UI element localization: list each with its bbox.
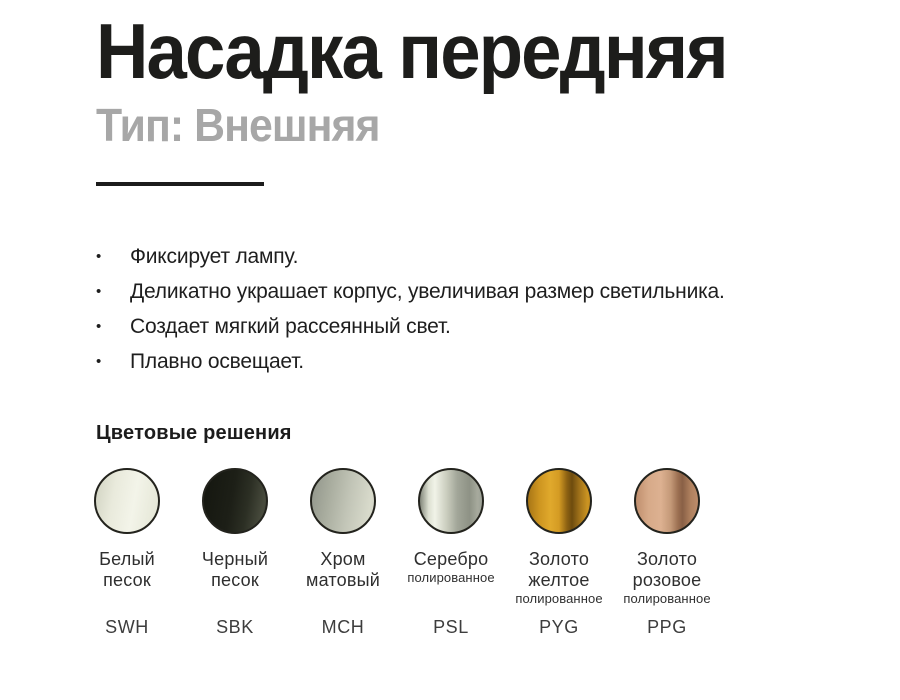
page-subtitle: Тип: Внешняя [96,99,380,152]
feature-item [96,281,860,302]
swatch-code-pyg: PYG [539,617,579,638]
swatch-circle-pyg [526,468,592,534]
swatch-sublabel: полированное [407,570,495,586]
swatch-circle-sbk [202,468,268,534]
swatch-code-swh: SWH [105,617,149,638]
bullet-icon: • [96,248,102,266]
swatch-label: Белый песок [99,549,155,591]
feature-list [96,246,860,372]
swatch-label: Черный песок [201,549,269,591]
swatch-column-pyg [505,468,613,637]
swatch-label: Хром матовый [306,549,380,591]
feature-item [96,316,860,337]
swatch-column-swh [73,468,181,637]
swatch-circle-swh [94,468,160,534]
swatch-column-mch [289,468,397,637]
bullet-icon: • [96,353,102,371]
page-title: Насадка передняя [96,7,727,95]
colors-section-heading: Цветовые решения [96,422,292,445]
bullet-icon: • [96,283,102,301]
feature-item [96,351,860,372]
swatch-code-psl: PSL [433,617,469,638]
swatch-code-ppg: PPG [647,617,687,638]
swatch-label: Золото розовое полированное [623,549,711,607]
color-swatch-row [73,468,860,637]
feature-text: Создает мягкий рассеянный свет. [130,315,451,339]
bullet-icon: • [96,318,102,336]
swatch-sublabel: полированное [623,591,711,607]
feature-text: Плавно освещает. [130,350,304,374]
title-underline [96,182,264,186]
swatch-circle-psl [418,468,484,534]
swatch-code-sbk: SBK [216,617,254,638]
swatch-circle-mch [310,468,376,534]
swatch-column-sbk [181,468,289,637]
swatch-label: Золото желтое полированное [515,549,603,607]
swatch-code-mch: MCH [321,617,365,638]
feature-item [96,246,860,267]
swatch-sublabel: полированное [515,591,603,607]
feature-text: Деликатно украшает корпус, увеличивая размер светильника. [130,280,725,304]
swatch-label: Серебро полированное [407,549,495,586]
swatch-column-psl [397,468,505,637]
swatch-circle-ppg [634,468,700,534]
swatch-column-ppg [613,468,721,637]
feature-text: Фиксирует лампу. [130,245,299,269]
